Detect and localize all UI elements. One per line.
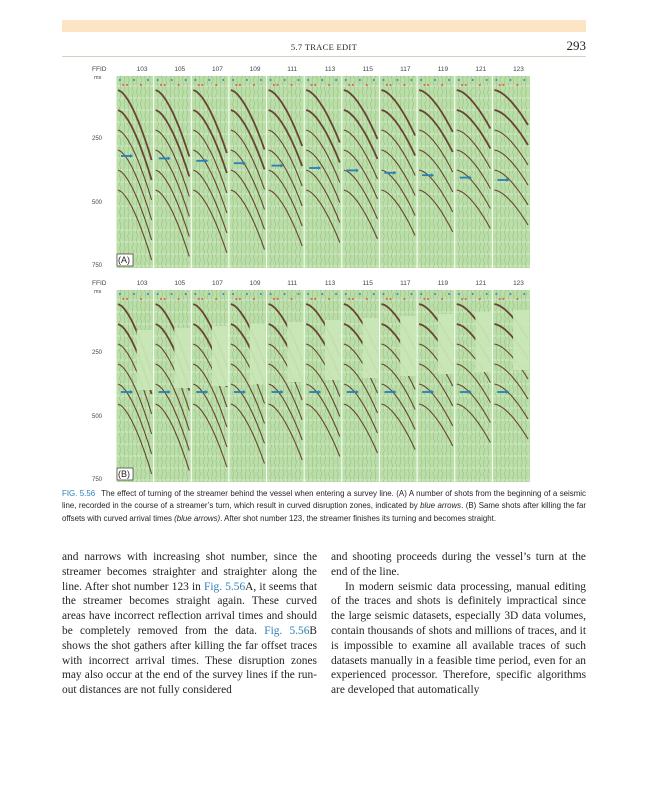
page-number: 293 xyxy=(566,38,586,53)
caption-text-1: The effect of turning of the streamer behind the vessel when entering a survey line. (A) A number of shots from the beginning of a seismic line, recorded in the course of a streamer’s turn, which result in curved disruption zones, indicated by xyxy=(62,489,586,511)
noise-blob xyxy=(235,84,237,86)
noise-blob xyxy=(147,79,149,81)
panel-label: (B) xyxy=(118,469,130,479)
panel-b-svg xyxy=(90,276,534,484)
noise-blob xyxy=(396,79,398,81)
noise-blob xyxy=(382,293,384,295)
noise-blob xyxy=(403,298,405,300)
noise-blob xyxy=(260,79,262,81)
noise-blob xyxy=(386,298,388,300)
noise-blob xyxy=(222,79,224,81)
noise-blob xyxy=(465,298,467,300)
body-column-right xyxy=(331,550,586,698)
column-label: 107 xyxy=(211,66,223,73)
noise-blob xyxy=(321,293,323,295)
noise-blob xyxy=(472,293,474,295)
killed-traces xyxy=(475,312,491,372)
paragraph-right-1: and shooting proceeds during the vessel’s turn at the end of the line. xyxy=(331,551,586,578)
seismic-panel-a xyxy=(90,62,534,270)
noise-blob xyxy=(178,298,180,300)
noise-blob xyxy=(458,293,460,295)
noise-blob xyxy=(283,79,285,81)
column-label: 109 xyxy=(249,280,261,287)
noise-blob xyxy=(461,84,463,86)
noise-blob xyxy=(479,298,481,300)
noise-blob xyxy=(458,79,460,81)
noise-blob xyxy=(486,293,488,295)
caption-label: FIG. 5.56 xyxy=(62,489,96,498)
column-label: FFID xyxy=(92,280,107,287)
killed-traces xyxy=(250,324,266,384)
killed-traces xyxy=(174,328,190,388)
column-label: 115 xyxy=(362,66,373,73)
unit-label: ms xyxy=(94,75,102,81)
noise-blob xyxy=(239,298,241,300)
noise-blob xyxy=(427,84,429,86)
noise-blob xyxy=(448,79,450,81)
column-label: 105 xyxy=(174,280,186,287)
column-label: 117 xyxy=(400,280,411,287)
column-label: 121 xyxy=(475,280,487,287)
noise-blob xyxy=(386,84,388,86)
noise-blob xyxy=(215,298,217,300)
noise-blob xyxy=(410,79,412,81)
noise-blob xyxy=(208,79,210,81)
caption-text-2: . (B) Same shots after killing the far offsets with curved arrival times xyxy=(62,501,586,523)
noise-blob xyxy=(352,298,354,300)
noise-blob xyxy=(321,79,323,81)
seismic-panel-b xyxy=(90,276,534,484)
noise-blob xyxy=(273,84,275,86)
unit-label: ms xyxy=(94,289,102,295)
noise-blob xyxy=(502,84,504,86)
noise-blob xyxy=(194,293,196,295)
noise-blob xyxy=(495,79,497,81)
noise-blob xyxy=(465,84,467,86)
noise-blob xyxy=(171,79,173,81)
noise-blob xyxy=(276,84,278,86)
noise-blob xyxy=(509,79,511,81)
noise-blob xyxy=(441,298,443,300)
noise-blob xyxy=(410,293,412,295)
noise-blob xyxy=(523,293,525,295)
noise-blob xyxy=(423,84,425,86)
noise-blob xyxy=(269,79,271,81)
noise-blob xyxy=(185,79,187,81)
noise-blob xyxy=(516,298,518,300)
noise-blob xyxy=(403,84,405,86)
text-left-2: A, it seems that the streamer becomes straight again. These curved areas have incorrect reflection arrival times and should be completely removed from the data. xyxy=(62,580,317,637)
killed-traces xyxy=(513,310,529,370)
noise-blob xyxy=(310,84,312,86)
noise-blob xyxy=(423,298,425,300)
noise-blob xyxy=(499,84,501,86)
noise-blob xyxy=(314,84,316,86)
time-label: 750 xyxy=(92,477,103,483)
noise-blob xyxy=(348,298,350,300)
column-label: 121 xyxy=(475,66,487,73)
time-label: 250 xyxy=(92,350,103,356)
noise-blob xyxy=(516,84,518,86)
noise-blob xyxy=(441,84,443,86)
caption-emph-2: (blue arrows) xyxy=(174,513,221,523)
noise-blob xyxy=(260,293,262,295)
noise-blob xyxy=(389,84,391,86)
noise-blob xyxy=(133,293,135,295)
noise-blob xyxy=(314,298,316,300)
figure-caption xyxy=(62,488,586,525)
noise-blob xyxy=(420,293,422,295)
noise-blob xyxy=(495,293,497,295)
noise-blob xyxy=(157,293,159,295)
noise-blob xyxy=(269,293,271,295)
noise-blob xyxy=(310,298,312,300)
noise-blob xyxy=(185,293,187,295)
time-label: 750 xyxy=(92,263,103,269)
noise-blob xyxy=(160,298,162,300)
noise-blob xyxy=(246,293,248,295)
noise-blob xyxy=(307,293,309,295)
noise-blob xyxy=(509,293,511,295)
column-label: 123 xyxy=(513,66,524,73)
noise-blob xyxy=(235,298,237,300)
noise-blob xyxy=(119,79,121,81)
noise-blob xyxy=(290,84,292,86)
noise-blob xyxy=(328,84,330,86)
column-label: 115 xyxy=(362,280,373,287)
noise-blob xyxy=(348,84,350,86)
noise-blob xyxy=(479,84,481,86)
noise-blob xyxy=(366,298,368,300)
column-label: 105 xyxy=(174,66,186,73)
panel-a-svg xyxy=(90,62,534,270)
noise-blob xyxy=(283,293,285,295)
noise-blob xyxy=(126,84,128,86)
noise-blob xyxy=(198,84,200,86)
killed-traces xyxy=(363,318,379,378)
noise-blob xyxy=(246,79,248,81)
noise-blob xyxy=(122,84,124,86)
time-label: 500 xyxy=(92,414,103,420)
header-band xyxy=(62,20,586,32)
body-column-left xyxy=(62,550,317,698)
column-label: 103 xyxy=(136,280,148,287)
noise-blob xyxy=(215,84,217,86)
noise-blob xyxy=(523,79,525,81)
noise-blob xyxy=(448,293,450,295)
column-label: FFID xyxy=(92,66,107,73)
column-label: 109 xyxy=(249,66,261,73)
killed-traces xyxy=(400,316,416,376)
column-label: 113 xyxy=(324,66,336,73)
time-label: 500 xyxy=(92,200,103,206)
noise-blob xyxy=(328,298,330,300)
noise-blob xyxy=(434,79,436,81)
text-left-1: and narrows with increasing shot number, since the streamer becomes straighter and straighter along the line. After shot number 123 in xyxy=(62,551,317,593)
noise-blob xyxy=(164,84,166,86)
caption-emph-1: blue arrows xyxy=(420,501,462,511)
noise-blob xyxy=(389,298,391,300)
noise-blob xyxy=(239,84,241,86)
noise-blob xyxy=(133,79,135,81)
noise-blob xyxy=(307,79,309,81)
noise-blob xyxy=(160,84,162,86)
noise-blob xyxy=(201,84,203,86)
noise-blob xyxy=(122,298,124,300)
noise-blob xyxy=(140,84,142,86)
noise-blob xyxy=(420,79,422,81)
noise-blob xyxy=(373,293,375,295)
noise-blob xyxy=(222,293,224,295)
column-label: 123 xyxy=(513,280,524,287)
noise-blob xyxy=(164,298,166,300)
noise-blob xyxy=(273,298,275,300)
noise-blob xyxy=(499,298,501,300)
noise-blob xyxy=(359,79,361,81)
noise-blob xyxy=(345,293,347,295)
noise-blob xyxy=(335,79,337,81)
noise-blob xyxy=(194,79,196,81)
noise-blob xyxy=(157,79,159,81)
column-label: 103 xyxy=(136,66,148,73)
noise-blob xyxy=(253,298,255,300)
caption-text-3: . After shot number 123, the streamer finishes its turning and becomes straight. xyxy=(220,513,497,523)
killed-traces xyxy=(137,330,153,390)
noise-blob xyxy=(373,79,375,81)
killed-traces xyxy=(212,326,228,386)
noise-blob xyxy=(140,298,142,300)
running-head xyxy=(62,40,586,57)
figure-reference-link-1[interactable]: Fig. 5.56 xyxy=(204,580,246,593)
noise-blob xyxy=(147,293,149,295)
noise-blob xyxy=(352,84,354,86)
paragraph-right-2: In modern seismic data processing, manual editing of the traces and shots is definitely impractical since the large seismic datasets, especially 3D data volumes, contain thousands of shots and millions of traces, and it is impossible to examine all available traces of such datasets manually in a feasible time period, even for an experienced processor. Therefore, specific algorithms are developed that automatically xyxy=(331,580,586,697)
noise-blob xyxy=(171,293,173,295)
noise-blob xyxy=(335,293,337,295)
noise-blob xyxy=(276,298,278,300)
noise-blob xyxy=(201,298,203,300)
column-label: 111 xyxy=(287,66,298,73)
noise-blob xyxy=(232,293,234,295)
noise-blob xyxy=(502,298,504,300)
killed-traces xyxy=(287,322,303,382)
noise-blob xyxy=(359,293,361,295)
noise-blob xyxy=(382,79,384,81)
panel-label: (A) xyxy=(118,255,130,265)
figure-5-56 xyxy=(90,62,534,484)
noise-blob xyxy=(427,298,429,300)
noise-blob xyxy=(198,298,200,300)
noise-blob xyxy=(461,298,463,300)
killed-traces xyxy=(325,320,341,380)
time-label: 250 xyxy=(92,136,103,142)
noise-blob xyxy=(434,293,436,295)
noise-blob xyxy=(486,79,488,81)
noise-blob xyxy=(253,84,255,86)
running-title: 5.7 TRACE EDIT xyxy=(290,42,358,52)
noise-blob xyxy=(119,293,121,295)
column-label: 111 xyxy=(287,280,298,287)
text-left-3: B shows the shot gathers after killing the far offset traces with incorrect arrival times. These disruption zones may also occur at the end of the survey lines if the run-out distances are not fully considered xyxy=(62,624,318,697)
column-label: 119 xyxy=(437,66,449,73)
killed-traces xyxy=(438,314,454,374)
paragraph-left xyxy=(62,550,317,698)
noise-blob xyxy=(297,79,299,81)
noise-blob xyxy=(178,84,180,86)
noise-blob xyxy=(472,79,474,81)
noise-blob xyxy=(366,84,368,86)
column-label: 107 xyxy=(211,280,223,287)
figure-reference-link-2[interactable]: Fig. 5.56 xyxy=(264,624,310,637)
noise-blob xyxy=(126,298,128,300)
noise-blob xyxy=(297,293,299,295)
noise-blob xyxy=(345,79,347,81)
noise-blob xyxy=(290,298,292,300)
noise-blob xyxy=(232,79,234,81)
column-label: 117 xyxy=(400,66,411,73)
column-label: 113 xyxy=(324,280,336,287)
noise-blob xyxy=(396,293,398,295)
noise-blob xyxy=(208,293,210,295)
column-label: 119 xyxy=(437,280,449,287)
